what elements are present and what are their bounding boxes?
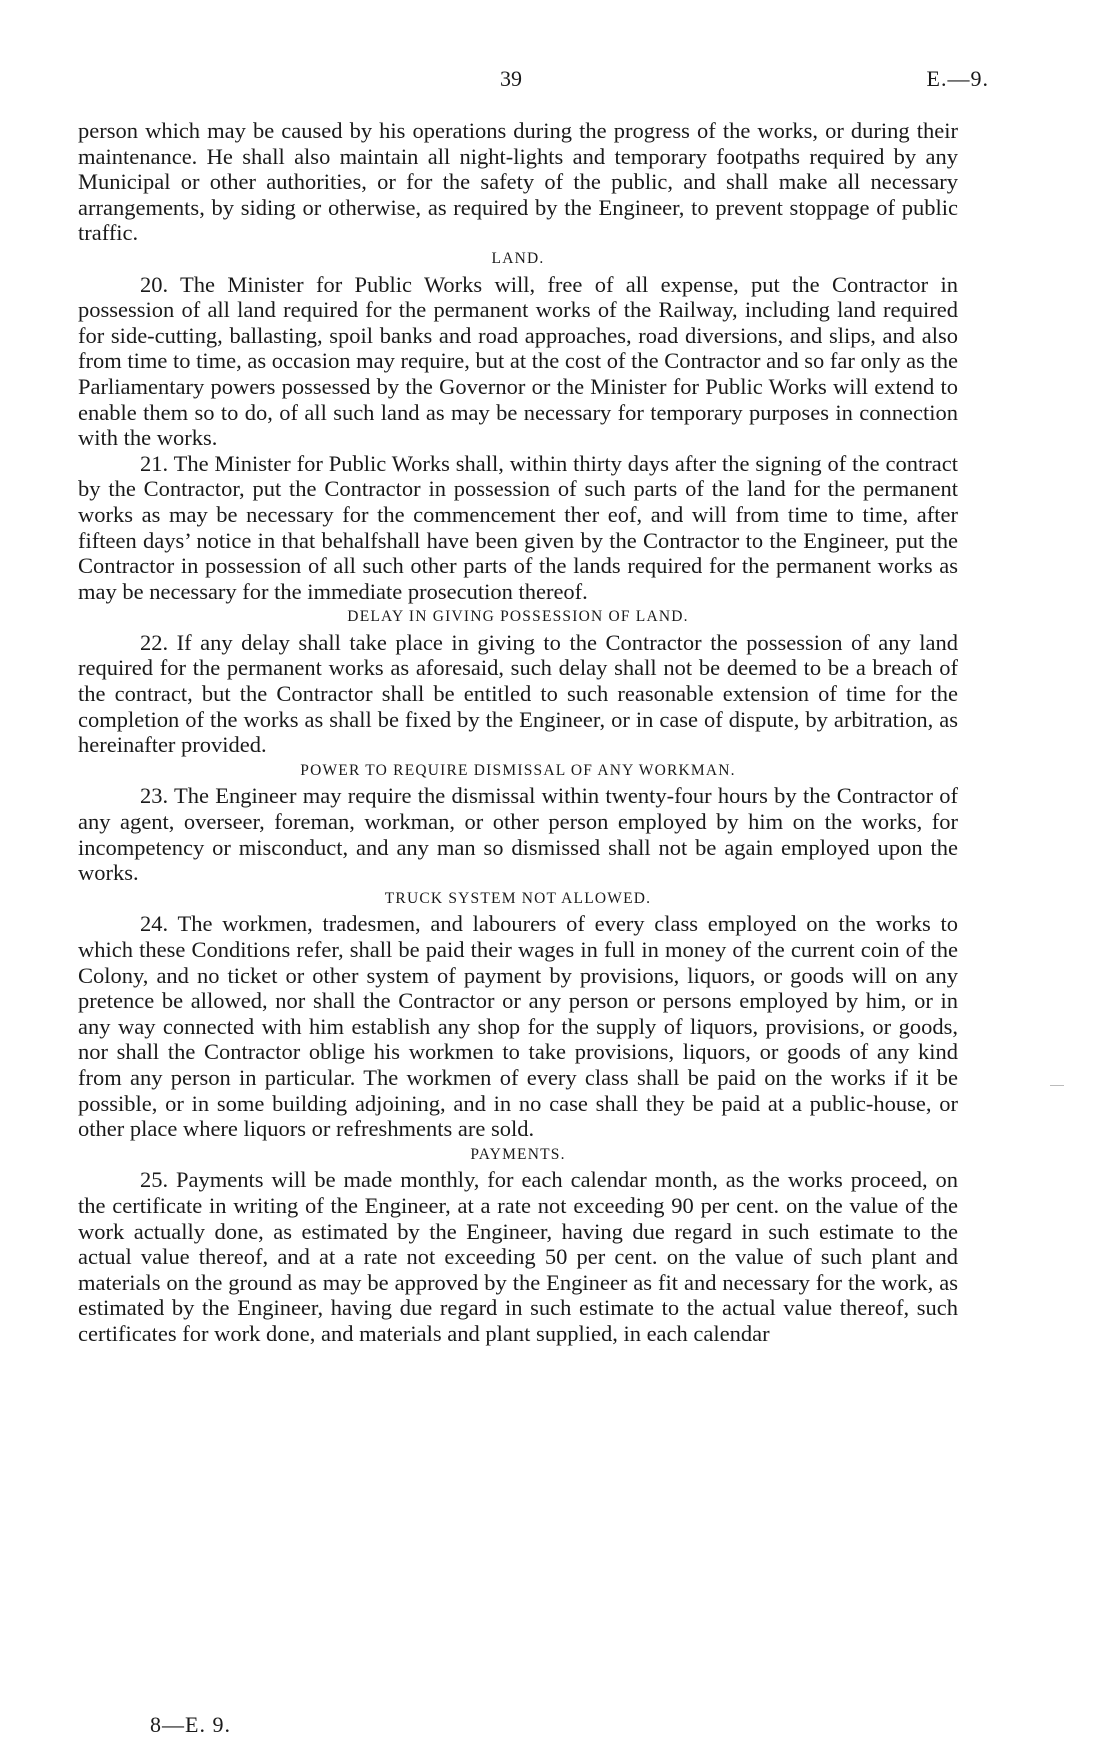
clause-23: 23. The Engineer may require the dismissal within twenty-four hours by the Contractor of any agent, overseer, foreman, workman, or other person employed by him on the works, for incompetency or misconduct, and any man so dismissed shall not be again employed upon the works. — [78, 783, 958, 886]
clause-20: 20. The Minister for Public Works will, free of all expense, put the Contractor in possession of all land required for the permanent works of the Railway, including land required for side-cutting, ballasting, spoil banks and road approaches, road diversions, and slips, and also from time to time, as occasion may require, but at the cost of the Contractor and so far only as the Parliamentary powers possessed by the Governor or the Minister for Public Works will extend to enable them so to do, of all such land as may be necessary for temporary purposes in connection with the works. — [78, 271, 958, 451]
clause-25: 25. Payments will be made monthly, for each calendar month, as the works proceed, on the certificate in writing of the Engineer, at a rate not exceeding 90 per cent. on the value of the work actually done, as estimated by the Engineer, having due regard in such estimate to the actual value thereof, and at a rate not exceeding 50 per cent. on the value of such plant and materials on the ground as may be approved by the Engineer as fit and necessary for the work, as estimated by the Engineer, having due regard in such estimate to the actual value thereof, such certificates for work done, and materials and plant supplied, in each calendar — [78, 1167, 958, 1346]
body-text — [78, 118, 958, 1347]
intro-paragraph: person which may be caused by his operations during the progress of the works, or during their maintenance. He shall also maintain all night-lights and temporary footpaths required by any Municipal or other authorities, or for the safety of the public, and shall make all necessary arrangements, by siding or otherwise, as required by the Engineer, to prevent stoppage of public traffic. — [78, 118, 958, 246]
document-reference: E.—9. — [926, 66, 989, 91]
heading-truck-system: TRUCK SYSTEM NOT ALLOWED. — [384, 889, 652, 907]
heading-delay: DELAY IN GIVING POSSESSION OF LAND. — [347, 608, 689, 626]
page-number: 39 — [500, 66, 522, 91]
heading-land: LAND. — [491, 249, 545, 267]
clause-21: 21. The Minister for Public Works shall, within thirty days after the signing of the contract by the Contractor, put the Contractor in possession of such parts of the land for the permanent works as may be necessary for the commencement ther eof, and will from time to time, after fifteen days’ notice in that behalfshall have been given by the Contractor to the Engineer, put the Contractor in possession of all such other parts of the lands required for the permanent works as may be necessary for the immediate prosecution thereof. — [78, 450, 958, 604]
heading-payments: PAYMENTS. — [470, 1145, 566, 1163]
clause-22: 22. If any delay shall take place in giving to the Contractor the possession of any land required for the permanent works as aforesaid, such delay shall not be deemed to be a breach of the contract, but the Contractor shall be entitled to such reasonable extension of time for the completion of the works as shall be fixed by the Engineer, or in case of dispute, by arbitration, as hereinafter provided. — [78, 629, 958, 758]
page-header — [0, 66, 1114, 96]
heading-dismissal: POWER TO REQUIRE DISMISSAL OF ANY WORKMAN. — [300, 761, 736, 779]
clause-24: 24. The workmen, tradesmen, and labourers of every class employed on the works to which these Conditions refer, shall be paid their wages in full in money of the current coin of the Colony, and no ticket or other system of payment by provisions, liquors, or goods will on any pretence be allowed, nor shall the Contractor or any person or persons employed by him, or in any way connected with him establish any shop for the supply of liquors, provisions, or goods, nor shall the Contractor oblige his workmen to take provisions, liquors, or goods of any kind from any person in particular. The workmen of every class shall be paid on the works if it be possible, or in some building adjoining, and in no case shall they be paid at a public-house, or other place where liquors or refreshments are sold. — [78, 911, 958, 1142]
margin-mark — [1050, 1085, 1064, 1086]
signature-mark: 8—E. 9. — [150, 1712, 231, 1737]
